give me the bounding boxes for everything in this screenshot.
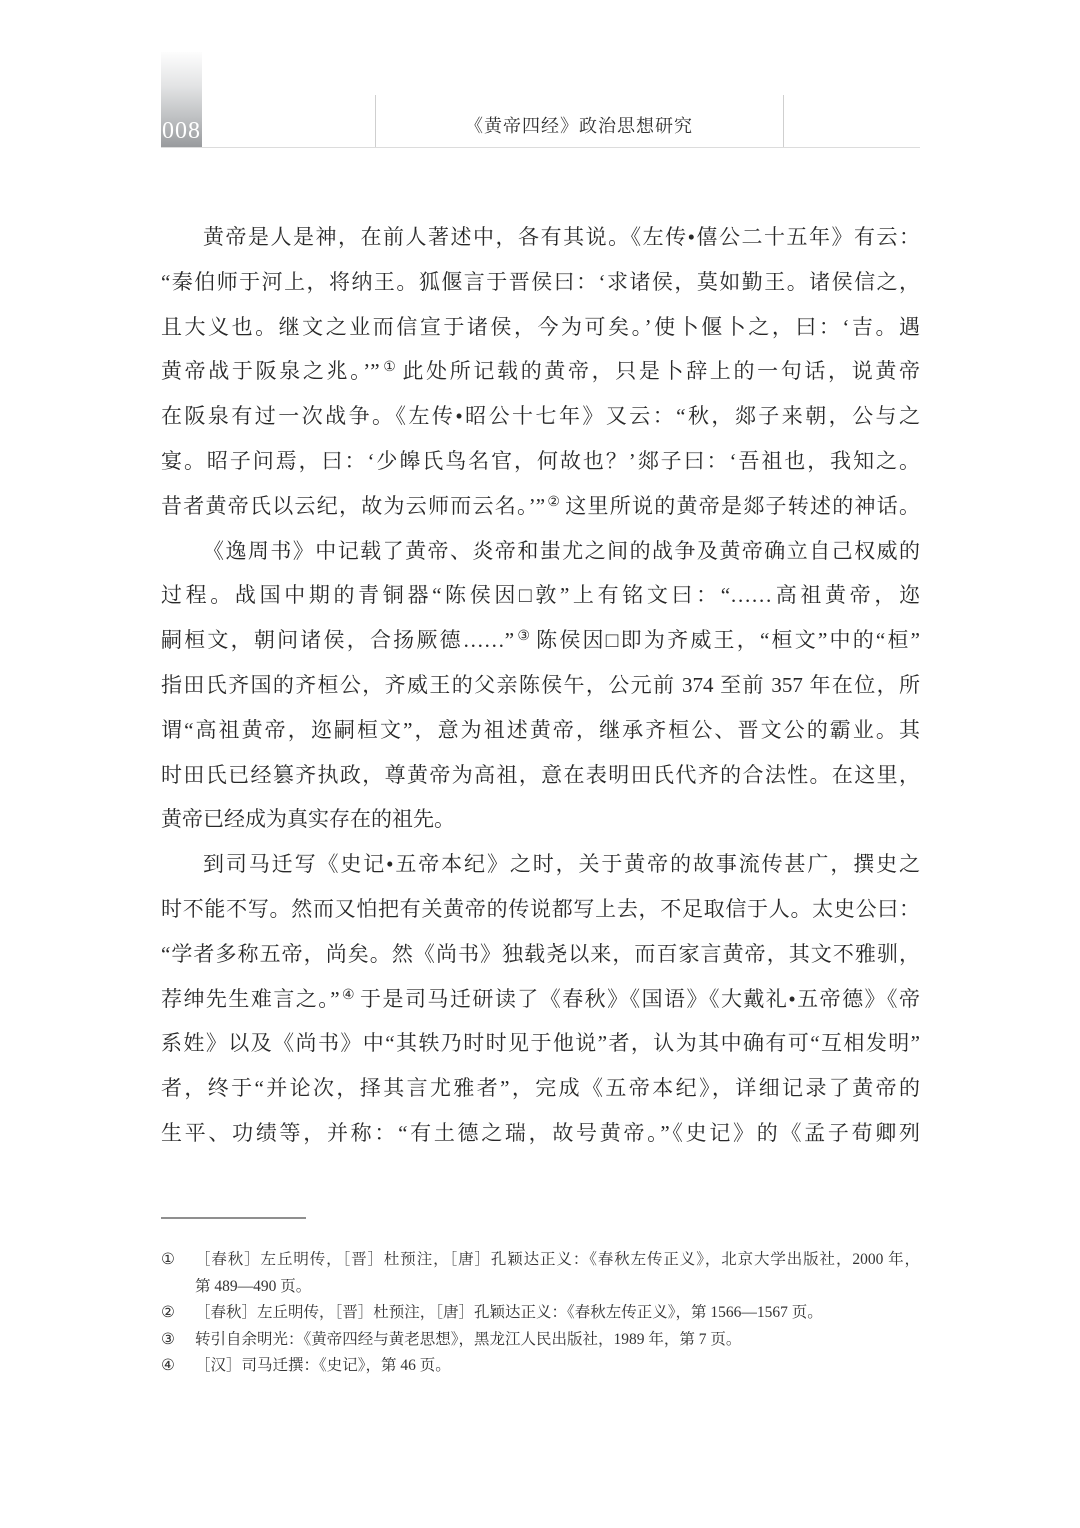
page-number-bar — [161, 52, 202, 148]
footnote-line: ［春秋］左丘明传，［晋］杜预注，［唐］孔颖达正义：《春秋左传正义》，北京大学出版社，2000 年， — [195, 1251, 920, 1268]
body-line: 生平、功绩等，并称：“有土德之瑞，故号黄帝。”《史记》的《孟子荀卿列 — [161, 1120, 920, 1145]
body-line: 过程。战国中期的青铜器“陈侯因□敦”上有铭文曰：“……高祖黄帝，迩 — [161, 583, 920, 608]
footnote-text — [195, 1353, 920, 1380]
footnote-item-2 — [161, 1300, 920, 1327]
footnote-line: ［汉］司马迁撰：《史记》，第 46 页。 — [195, 1357, 451, 1374]
footnote-item-1 — [161, 1247, 920, 1300]
body-line: 时田氏已经篡齐执政，尊黄帝为高祖，意在表明田氏代齐的合法性。在这里， — [161, 762, 920, 787]
footnote-item-3 — [161, 1327, 920, 1354]
body-line-text: 荐绅先生难言之。” — [161, 986, 340, 1011]
body-text — [161, 215, 920, 1156]
footnote-line: 第 489—490 页。 — [195, 1277, 312, 1295]
body-line — [161, 349, 920, 394]
footnote-marker: ① — [161, 1251, 175, 1268]
body-line: 时不能不写。然而又怕把有关黄帝的传说都写上去，不足取信于人。太史公曰： — [161, 896, 920, 921]
body-line: 黄帝是人是神，在前人著述中，各有其说。《左传•僖公二十五年》有云： — [203, 225, 920, 249]
footnote-text — [195, 1327, 920, 1354]
footnote-line: ［春秋］左丘明传，［晋］杜预注，［唐］孔颖达正义：《春秋左传正义》，第 1566—1567 页。 — [195, 1304, 823, 1321]
body-line: 且大义也。继文之业而信宣于诸侯，今为可矣。’使卜偃卜之，曰：‘吉。遇 — [161, 314, 920, 339]
body-line-text: 这里所说的黄帝是郯子转述的神话。 — [565, 493, 920, 518]
header-rule — [161, 147, 920, 148]
body-line: 宴。昭子问焉，曰：‘少皞氏鸟名官，何故也？’郯子曰：‘吾祖也，我知之。 — [161, 448, 920, 473]
body-line: 系姓》以及《尚书》中“其轶乃时时见于他说”者，认为其中确有可“互相发明” — [161, 1031, 920, 1056]
footnote-text — [195, 1300, 920, 1327]
body-line-text: 陈侯因□即为齐威王，“桓文”中的“桓” — [536, 628, 920, 653]
paragraph-2 — [161, 529, 920, 843]
body-line: 到司马迁写《史记•五帝本纪》之时，关于黄帝的故事流传甚广，撰史之 — [203, 852, 920, 877]
body-line-text: 嗣桓文，朝问诸侯，合扬厥德……” — [161, 628, 515, 653]
footnote-marker: ③ — [161, 1330, 175, 1348]
page-number: 008 — [162, 118, 201, 144]
body-line-text: 于是司马迁研读了《春秋》《国语》《大戴礼•五帝德》《帝 — [360, 986, 920, 1011]
body-line: 《逸周书》中记载了黄帝、炎帝和蚩尤之间的战争及黄帝确立自己权威的 — [203, 538, 920, 563]
body-line: 指田氏齐国的齐桓公，齐威王的父亲陈侯午，公元前 374 至前 357 年在位，所 — [161, 672, 920, 697]
footnotes — [161, 1247, 920, 1380]
footnote-marker: ④ — [161, 1357, 175, 1374]
body-line: 谓“高祖黄帝，迩嗣桓文”，意为祖述黄帝，继承齐桓公、晋文公的霸业。其 — [161, 717, 920, 742]
footnote-separator — [161, 1217, 306, 1219]
body-line: “学者多称五帝，尚矣。然《尚书》独载尧以来，而百家言黄帝，其文不雅驯， — [161, 941, 920, 966]
footnote-item-4 — [161, 1353, 920, 1380]
paragraph-1 — [161, 215, 920, 529]
footnote-ref-2: ② — [546, 494, 562, 510]
body-line — [161, 484, 920, 529]
footnote-ref-1: ① — [380, 360, 399, 376]
running-title: 《黄帝四经》政治思想研究 — [465, 116, 693, 136]
body-line: 黄帝已经成为真实存在的祖先。 — [161, 807, 455, 832]
body-line: 在阪泉有过一次战争。《左传•昭公十七年》又云：“秋，郯子来朝，公与之 — [161, 404, 920, 429]
paragraph-3 — [161, 842, 920, 1156]
footnote-line: 转引自余明光：《黄帝四经与黄老思想》，黑龙江人民出版社，1989 年，第 7 页。 — [195, 1330, 742, 1348]
body-line — [161, 618, 920, 663]
body-line-text: 黄帝战于阪泉之兆。’” — [161, 359, 380, 384]
body-line: “秦伯师于河上，将纳王。狐偃言于晋侯曰：‘求诸侯，莫如勤王。诸侯信之， — [161, 269, 920, 294]
body-line-text: 此处所记载的黄帝，只是卜辞上的一句话，说黄帝 — [402, 359, 920, 384]
header-vrule-right — [783, 95, 784, 147]
body-line: 者，终于“并论次，择其言尤雅者”，完成《五帝本纪》，详细记录了黄帝的 — [161, 1076, 920, 1101]
footnote-ref-4: ④ — [340, 987, 357, 1003]
body-line-text: 昔者黄帝氏以云纪，故为云师而云名。’” — [161, 493, 546, 518]
footnote-marker: ② — [161, 1304, 175, 1321]
footnote-ref-3: ③ — [515, 629, 533, 645]
footnote-text — [195, 1247, 920, 1300]
body-line — [161, 977, 920, 1022]
